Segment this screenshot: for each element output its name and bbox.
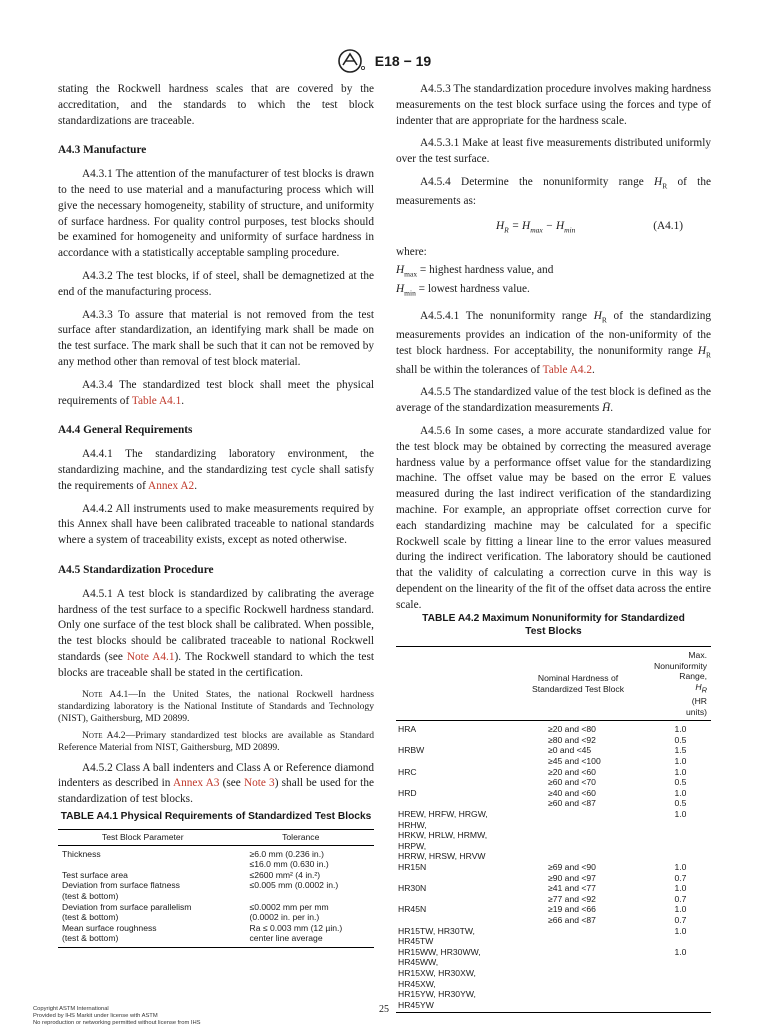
cell-scale: HRRW, HRSW, HRVW	[398, 851, 486, 862]
table-row	[396, 926, 711, 947]
cell-scale: HRC	[398, 766, 417, 777]
para-a4541-end: .	[592, 363, 595, 376]
section-a44-title: A4.4 General Requirements	[58, 424, 193, 437]
cell-scale: HR15YW, HR30YW, HR45YW	[396, 989, 506, 1013]
link-note-a41[interactable]: Note A4.1	[126, 650, 175, 663]
para-a451	[58, 587, 374, 682]
note-a41	[58, 689, 374, 726]
cell-scale	[396, 756, 506, 767]
para-a452-text: A4.5.2 Class A ball indenters and Class A or Reference diamond indenters as described in	[58, 761, 374, 790]
column-header-scale	[396, 647, 506, 721]
table-row	[396, 894, 711, 905]
cell-tolerance: ≤0.005 mm (0.0002 in.)	[249, 880, 339, 891]
table-a41-title: TABLE A4.1 Physical Requirements of Standardized Test Blocks	[60, 811, 372, 822]
cell-range: 1.0	[674, 862, 687, 872]
header-range-line2: Nonuniformity	[653, 660, 707, 671]
cell-nominal: ≥80 and <92	[548, 734, 596, 745]
cell-nominal: ≥40 and <60	[548, 787, 596, 798]
para-a431: A4.3.1 The attention of the manufacturer of test blocks is drawn to the need to use material and a manufacturing process which will give the necessary homogeneity, stability of structure, and uniformity of surface hardness. For quality control purposes, test blocks should be examined for homogeneity and uniformity of surface hardness in accordance with a statistically acceptable sampling procedure.	[58, 168, 374, 260]
table-a42-body	[396, 721, 711, 1013]
table-row	[396, 947, 711, 968]
cell-range: 1.0	[674, 809, 687, 820]
column-header-range	[650, 647, 711, 721]
cell-range: 1.0	[674, 787, 687, 798]
para-a455	[396, 385, 711, 417]
para-a455-end: .	[610, 402, 614, 415]
def-hmax-text: = highest hardness value, and	[417, 263, 554, 276]
cell-range: 1.0	[674, 883, 687, 894]
link-annex-a2[interactable]: Annex A2	[148, 479, 195, 492]
para-a451-end: ). The Rockwell standard to which the test blocks are traceable shall be stated in the certification.	[58, 650, 374, 679]
def-hmin-sub: min	[404, 287, 416, 297]
para-a441	[58, 447, 374, 494]
intro-paragraph: stating the Rockwell hardness scales that are covered by the accreditation, and the standards to which the test block standardizations are traceable.	[58, 83, 374, 127]
para-a4531: A4.5.3.1 Make at least five measurements distributed uniformly over the test surface.	[396, 137, 711, 166]
cell-scale: HRD	[398, 787, 417, 798]
definitions	[396, 263, 711, 301]
table-row	[58, 902, 374, 913]
cell-tolerance: (0.0002 in. per in.)	[249, 912, 320, 923]
cell-scale	[396, 894, 506, 905]
para-a453: A4.5.3 The standardization procedure involves making hardness measurements on the test block surface using the forces and type of indenter that are appropriate for the hardness scale.	[396, 83, 711, 127]
cell-range: 0.7	[674, 893, 687, 904]
def-hmin-symbol: H	[396, 282, 405, 295]
para-a456: A4.5.6 In some cases, a more accurate standardized value for the test block may be obtained by correcting the measured average hardness value by a performance offset value for the standardizing machine. The offset value may be based on the error E values measured during the last indirect verification of the standardizing machine. For example, an appropriate offset correction curve for each standardizing machine may be calculated for a specific Rockwell scale by fitting a linear line to the error values measured during the indirect verification. The laboratory should be cautioned that the validity of calculating a correction curve in this way is dependent on the linearity of the fit of the offset data across the entire scale.	[396, 425, 711, 611]
cell-nominal: ≥19 and <66	[548, 904, 596, 915]
link-table-a42[interactable]: Table A4.2	[542, 363, 593, 376]
cell-scale	[396, 735, 506, 746]
equation-a41	[396, 217, 711, 239]
eq-mid: = H	[508, 219, 531, 232]
header-range-line4: $H_R$	[695, 681, 707, 695]
cell-range: 0.5	[674, 734, 687, 745]
table-row	[396, 862, 711, 873]
cell-parameter: (test & bottom)	[62, 912, 119, 923]
para-a451-text: A4.5.1 A test block is standardized by calibrating the average hardness of the test surface to a specific Rockwell hardness standard. Only one surface of the test block shall be calibrated. When possible, the test blocks should be calibrated traceable to national Rockwell standards (see	[58, 587, 374, 663]
cell-nominal: ≥20 and <60	[548, 766, 596, 777]
table-row	[396, 830, 711, 851]
cell-range: 0.5	[674, 777, 687, 788]
cell-nominal: ≥60 and <87	[548, 798, 596, 809]
cell-nominal	[506, 968, 650, 989]
cell-range: 1.0	[674, 946, 687, 957]
cell-scale: HRBW	[398, 745, 425, 756]
cell-nominal	[506, 947, 650, 968]
link-table-a41[interactable]: Table A4.1	[131, 394, 182, 407]
equation-body	[496, 219, 575, 238]
footer-line3: No reproduction or networking permitted without license from IHS	[33, 1020, 201, 1026]
cell-range	[650, 830, 711, 851]
cell-parameter: Deviation from surface parallelism	[62, 901, 192, 912]
cell-scale	[396, 798, 506, 809]
table-row	[58, 923, 374, 934]
note-a42-text: —Primary standardized test blocks are available as Standard Reference Material from NIST, Gaithersburg, MD 20899.	[58, 729, 374, 754]
cell-nominal	[506, 926, 650, 947]
table-a42-title	[396, 612, 711, 638]
para-a434-text: A4.3.4 The standardized test block shall meet the physical requirements of	[58, 378, 374, 407]
header-nominal-line2: Standardized Test Block	[531, 683, 625, 694]
cell-tolerance: ≤16.0 mm (0.630 in.)	[249, 859, 329, 870]
right-column	[396, 82, 711, 621]
cell-scale	[396, 777, 506, 788]
section-a43-title: A4.3 Manufacture	[58, 144, 147, 157]
note-a41-label: Note A4.1	[82, 688, 129, 700]
header-nominal-line1: Nominal Hardness of	[537, 673, 619, 684]
page-header	[0, 48, 768, 74]
table-row	[396, 788, 711, 799]
cell-parameter: (test & bottom)	[58, 933, 228, 947]
table-a42-title-line1: TABLE A4.2 Maximum Nonuniformity for Standardized	[422, 613, 685, 624]
cell-parameter: Test surface area	[62, 869, 128, 880]
header-range-line3: Range,	[679, 671, 707, 682]
cell-range: 1.0	[674, 766, 687, 777]
table-a41-body	[58, 845, 374, 947]
para-a4541-sub: R	[601, 314, 607, 324]
cell-nominal: ≥69 and <90	[548, 862, 596, 872]
table-row	[396, 873, 711, 884]
table-row	[396, 809, 711, 830]
link-note-3[interactable]: Note 3	[243, 777, 275, 790]
table-row	[396, 883, 711, 894]
cell-range: 0.7	[674, 872, 687, 883]
cell-scale: HR15N	[398, 862, 427, 872]
para-a452-mid: (see	[219, 777, 244, 790]
table-row	[58, 891, 374, 902]
table-row	[58, 870, 374, 881]
def-hmin-text: = lowest hardness value.	[415, 282, 530, 295]
table-row	[396, 721, 711, 735]
table-row	[58, 912, 374, 923]
cell-range: 0.5	[674, 798, 687, 809]
table-a41-grid	[58, 829, 374, 948]
definition-hmax	[396, 263, 711, 282]
cell-scale: HR45N	[398, 904, 427, 915]
para-a434-end: .	[181, 394, 185, 407]
table-row	[58, 880, 374, 891]
table-header-row	[396, 647, 711, 721]
cell-scale	[396, 915, 506, 926]
cell-parameter	[58, 859, 228, 870]
page-number: 25	[379, 1004, 389, 1015]
table-row	[396, 767, 711, 778]
cell-scale: HR30N	[398, 883, 427, 894]
cell-range: 0.7	[674, 914, 687, 925]
para-a4541-text: A4.5.4.1 The nonuniformity range	[420, 309, 594, 322]
cell-range: 1.0	[674, 756, 687, 767]
header-range-line6: units)	[685, 706, 707, 717]
def-hmax-sub: max	[404, 268, 418, 278]
cell-range: 1.5	[674, 745, 687, 756]
def-hmax-symbol: H	[396, 263, 405, 276]
symbol-h-bar: H̄	[602, 402, 611, 415]
para-a455-text: A4.5.5 The standardized value of the test block is defined as the average of the standardization measurements	[396, 386, 711, 415]
table-row	[396, 735, 711, 746]
eq-minus: − H	[542, 219, 565, 232]
table-a42-title-line2: Test Blocks	[525, 626, 582, 637]
table-a41	[58, 810, 374, 948]
table-row	[396, 777, 711, 788]
cell-parameter: Thickness	[62, 848, 101, 859]
cell-nominal: ≥45 and <100	[548, 756, 601, 767]
left-column	[58, 82, 374, 815]
note-a42-label: Note A4.2	[82, 729, 126, 741]
header-range-line1: Max.	[688, 650, 707, 660]
para-a441-text: A4.4.1 The standardizing laboratory environment, the standardizing machine, and the standardizing test cycle shall satisfy the requirements of	[58, 448, 374, 492]
footer-line1: Copyright ASTM International	[33, 1006, 109, 1012]
table-row	[396, 851, 711, 862]
table-row	[396, 756, 711, 767]
cell-range: 1.0	[674, 925, 687, 936]
table-a42	[396, 612, 711, 1013]
cell-parameter: (test & bottom)	[62, 890, 119, 901]
table-row	[396, 798, 711, 809]
cell-nominal: ≥60 and <70	[548, 777, 596, 788]
table-row	[58, 845, 374, 859]
cell-range	[650, 968, 711, 989]
para-a4541-mid: of the standardizing measurements provides an indication of the non-uniformity of the test block hardness. For acceptability, the nonuniformity range	[396, 309, 712, 357]
cell-range	[650, 851, 711, 862]
footer-line2: Provided by IHS Markit under license with ASTM	[33, 1013, 158, 1019]
para-a454-end: of the measurements as:	[396, 175, 711, 208]
para-a454	[396, 175, 711, 210]
para-a4541-mid2: shall be within the tolerances of	[396, 363, 543, 376]
cell-nominal: ≥41 and <77	[548, 883, 596, 894]
link-annex-a3[interactable]: Annex A3	[172, 777, 220, 790]
para-a452	[58, 761, 374, 808]
para-a454-text: A4.5.4 Determine the nonuniformity range	[420, 175, 655, 188]
symbol-h: H	[654, 175, 663, 188]
cell-nominal	[506, 809, 650, 830]
table-a42-grid	[396, 646, 711, 1013]
cell-nominal: ≥20 and <80	[548, 724, 596, 735]
cell-nominal	[506, 830, 650, 851]
cell-tolerance: Ra ≤ 0.003 mm (12 µin.)	[249, 922, 343, 933]
cell-nominal: ≥90 and <97	[548, 872, 596, 883]
cell-nominal: ≥66 and <87	[548, 914, 596, 925]
where-label: where:	[396, 245, 427, 258]
para-a433: A4.3.3 To assure that material is not removed from the test surface after standardization, an identifying mark shall be made on the test surface. The mark shall be such that it can not be removed by any method other than removal of test block material.	[58, 308, 374, 368]
para-a4541	[396, 309, 711, 379]
cell-tolerance	[228, 891, 375, 902]
equation-number: (A4.1)	[653, 219, 683, 232]
para-a432: A4.3.2 The test blocks, if of steel, shall be demagnetized at the end of the manufacturing process.	[58, 269, 374, 298]
cell-range: 1.0	[674, 724, 687, 735]
eq-mid-sub: max	[530, 225, 543, 235]
table-row	[396, 968, 711, 989]
cell-scale: HRA	[398, 724, 417, 735]
para-a442: A4.4.2 All instruments used to make measurements required by this Annex shall have been calibrated traceable to national standards where a system of traceability exists, except as noted otherwise.	[58, 502, 374, 547]
header-range-line5: (HR	[691, 696, 707, 707]
para-a452-end: ) shall be used for the standardization of test blocks.	[58, 777, 374, 806]
cell-scale: HR15WW, HR30WW, HR45WW,	[398, 946, 481, 968]
table-header-row	[58, 830, 374, 846]
cell-tolerance: center line average	[228, 933, 375, 947]
definition-hmin	[396, 282, 711, 301]
table-row	[396, 915, 711, 926]
eq-minus-sub: min	[564, 225, 576, 235]
para-a441-end: .	[194, 479, 198, 492]
column-header-nominal	[506, 647, 650, 721]
cell-scale: HREW, HRFW, HRGW, HRHW,	[398, 809, 488, 830]
eq-lhs: H	[496, 219, 505, 232]
astm-logo-icon	[337, 48, 367, 74]
note-a41-text: —In the United States, the national Rockwell hardness standardizing laboratory is the National Institute of Standards and Technology (NIST), Gaithersburg, MD 20899.	[58, 688, 375, 725]
table-row	[58, 859, 374, 870]
para-a4541-sub2: R	[705, 349, 711, 359]
section-a45-title: A4.5 Standardization Procedure	[58, 563, 214, 576]
note-a42	[58, 730, 374, 755]
cell-range: 1.0	[674, 904, 687, 915]
cell-tolerance: ≥6.0 mm (0.236 in.)	[249, 848, 324, 859]
cell-parameter: Deviation from surface flatness	[62, 880, 180, 891]
cell-nominal: ≥77 and <92	[548, 893, 596, 904]
table-row	[58, 933, 374, 947]
cell-scale: HR15TW, HR30TW, HR45TW	[398, 925, 475, 947]
symbol-sub-r: R	[662, 181, 668, 191]
para-a4541-sym: H	[593, 309, 602, 322]
column-header: Test Block Parameter	[58, 830, 228, 846]
cell-scale: HRKW, HRLW, HRMW, HRPW,	[398, 830, 488, 851]
para-a4541-sym2: H	[697, 344, 706, 357]
table-row	[396, 745, 711, 756]
column-header: Tolerance	[228, 830, 375, 846]
cell-nominal: ≥0 and <45	[548, 745, 592, 756]
table-row	[396, 904, 711, 915]
cell-scale: HR15XW, HR30XW, HR45XW,	[398, 967, 476, 989]
cell-tolerance: ≤2600 mm² (4 in.²)	[249, 869, 321, 880]
cell-nominal	[506, 851, 650, 862]
eq-lhs-sub: R	[504, 225, 509, 235]
cell-parameter: Mean surface roughness	[62, 922, 157, 933]
cell-tolerance: ≤0.0002 mm per mm	[249, 901, 329, 912]
cell-scale	[396, 873, 506, 884]
standard-designation: E18 − 19	[374, 53, 432, 69]
para-a434	[58, 378, 374, 410]
